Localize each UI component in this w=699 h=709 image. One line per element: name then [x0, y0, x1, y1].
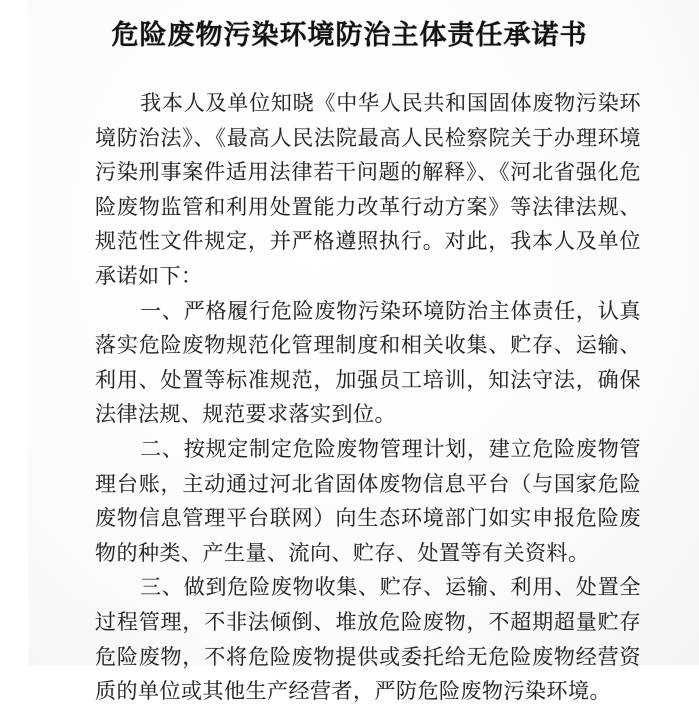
paragraph-item-3: 三、做到危险废物收集、贮存、运输、利用、处置全过程管理，不非法倾倒、堆放危险废物，不超期超量贮存危险废物，不将危险废物提供或委托给无危险废物经营资质的单位或其他生产经营者，严防危险废物污染环境。	[95, 575, 641, 704]
paragraph-item-2: 二、按规定制定危险废物管理计划，建立危险废物管理台账，主动通过河北省固体废物信息平台（与国家危险废物信息管理平台联网）向生态环境部门如实申报危险废物的种类、产生量、流向、贮存、处置等有关资料。	[95, 436, 641, 565]
document-body	[95, 86, 641, 709]
document-title: 危险废物污染环境防治主体责任承诺书	[111, 20, 588, 50]
paragraph-intro: 我本人及单位知晓《中华人民共和国固体废物污染环境防治法》、《最高人民法院最高人民检察院关于办理环境污染刑事案件适用法律若干问题的解释》、《河北省强化危险废物监管和利用处置能力改革行动方案》等法律法规、规范性文件规定，并严格遵照执行。对此，我本人及单位承诺如下：	[95, 91, 641, 288]
paragraph-item-1: 一、严格履行危险废物污染环境防治主体责任，认真落实危险废物规范化管理制度和相关收集、贮存、运输、利用、处置等标准规范，加强员工培训，知法守法，确保法律法规、规范要求落实到位。	[95, 298, 641, 427]
